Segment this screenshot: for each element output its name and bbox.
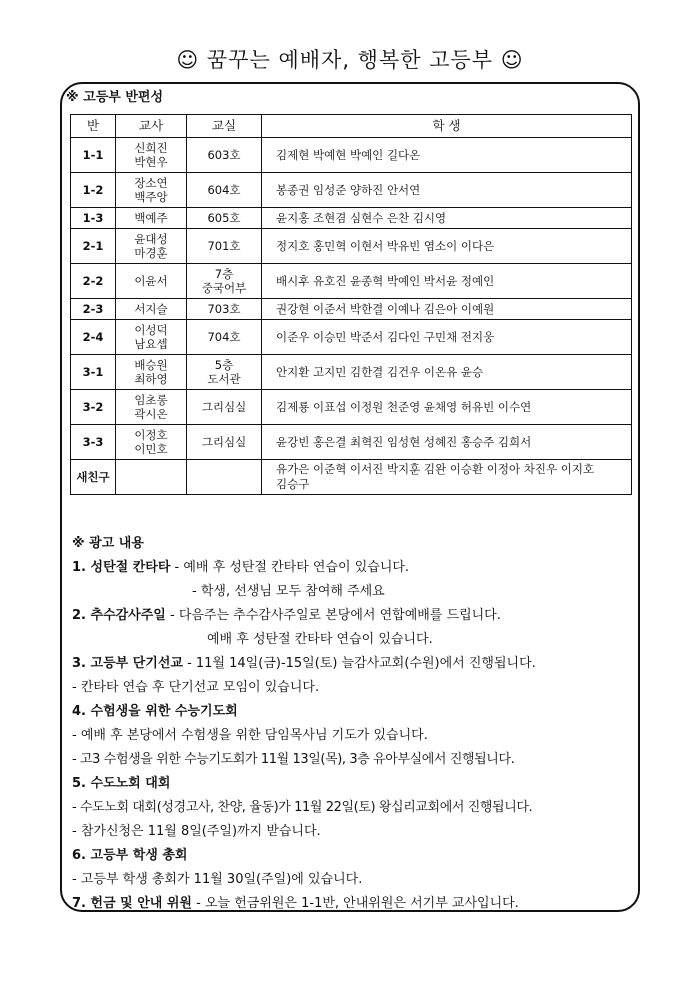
announcement-text: - 칸타타 연습 후 단기선교 모임이 있습니다.	[72, 680, 320, 695]
teacher-cell	[116, 299, 187, 320]
teacher-name: 남요셉	[134, 337, 168, 351]
room-name: 도서관	[207, 372, 241, 386]
teacher-name: 최하영	[134, 372, 168, 386]
announcement-text: - 참가신청은 11월 8일(주일)까지 받습니다.	[72, 824, 321, 839]
class-roster-table	[70, 114, 632, 495]
room-cell	[187, 460, 262, 495]
students-cell	[262, 229, 632, 264]
student-names: 김제룡 이표섭 이정원 천준영 윤채영 허유빈 이수연	[276, 400, 532, 414]
teacher-name: 이정호	[134, 428, 168, 442]
announcement-line	[72, 628, 637, 652]
teacher-cell	[116, 208, 187, 229]
student-names: 윤강빈 홍은결 최혁진 임성현 성혜진 홍승주 김희서	[276, 435, 532, 449]
announcement-line	[72, 868, 637, 892]
teacher-name: 배승원	[134, 358, 168, 372]
table-header-row	[71, 115, 632, 138]
announcement-text: - 11월 14일(금)-15일(토) 늘감사교회(수원)에서 진행됩니다.	[182, 656, 536, 671]
teacher-name: 장소연	[134, 176, 168, 190]
announcement-line	[72, 748, 637, 772]
teacher-name: 이성덕	[134, 323, 168, 337]
class-number: 1-2	[82, 183, 104, 197]
announcement-text: - 고3 수험생을 위한 수능기도회가 11월 13일(목), 3층 유아부실에서 진행됩니다.	[72, 752, 515, 767]
announcement-line	[72, 772, 637, 796]
table-row	[71, 264, 632, 299]
room-cell	[187, 390, 262, 425]
room-name: 604호	[207, 183, 241, 197]
header-ban: 반	[71, 115, 116, 138]
students-cell	[262, 425, 632, 460]
room-cell	[187, 299, 262, 320]
teacher-cell	[116, 229, 187, 264]
teacher-name: 백주앙	[134, 190, 168, 204]
room-cell	[187, 425, 262, 460]
announcement-heading: 7. 헌금 및 안내 위원	[72, 896, 192, 911]
header-teacher: 교사	[116, 115, 187, 138]
announcement-line	[72, 724, 637, 748]
table-row	[71, 460, 632, 495]
announcement-line	[72, 676, 637, 700]
student-names: 안지환 고지민 김한결 김건우 이온유 윤승	[276, 365, 484, 379]
room-cell	[187, 355, 262, 390]
teacher-name: 윤대성	[134, 232, 168, 246]
room-name: 704호	[207, 330, 241, 344]
announcement-text: - 예배 후 성탄절 칸타타 연습이 있습니다.	[170, 560, 410, 575]
announcement-list	[72, 556, 637, 916]
announcement-text: - 오늘 헌금위원은 1-1반, 안내위원은 서기부 교사입니다.	[192, 896, 519, 911]
class-number-cell	[71, 390, 116, 425]
teacher-name: 마경훈	[134, 246, 168, 260]
teacher-cell	[116, 425, 187, 460]
room-cell	[187, 173, 262, 208]
room-cell	[187, 264, 262, 299]
teacher-cell	[116, 173, 187, 208]
class-number-cell	[71, 425, 116, 460]
student-names: 권강현 이준서 박한결 이예나 김은아 이예원	[276, 302, 495, 316]
page-title: ☺ 꿈꾸는 예배자, 행복한 고등부 ☺	[176, 48, 524, 72]
announcement-line	[72, 796, 637, 820]
announcement-text: - 수도노회 대회(성경고사, 찬양, 율동)가 11월 22일(토) 왕십리교회에서 진행됩니다.	[72, 800, 533, 815]
teacher-name: 이윤서	[134, 274, 168, 288]
student-names: 정지호 홍민혁 이현서 박유빈 염소이 이다은	[276, 239, 495, 253]
class-number: 3-3	[82, 435, 104, 449]
table-row	[71, 390, 632, 425]
teacher-name: 박현우	[134, 155, 168, 169]
table-row	[71, 229, 632, 264]
room-name: 701호	[207, 239, 241, 253]
announcement-heading: 2. 추수감사주일	[72, 608, 166, 623]
announcements	[72, 532, 637, 916]
announcement-text: - 고등부 학생 총회가 11월 30일(주일)에 있습니다.	[72, 872, 363, 887]
students-cell	[262, 390, 632, 425]
students-cell	[262, 320, 632, 355]
student-names: 배시후 유호진 윤종혁 박예인 박서윤 정예인	[276, 274, 495, 288]
students-cell	[262, 173, 632, 208]
room-cell	[187, 229, 262, 264]
ads-section-label: ※ 광고 내용	[72, 536, 144, 551]
announcement-line	[72, 820, 637, 844]
class-number: 2-3	[82, 302, 104, 316]
announcement-line	[72, 892, 637, 916]
class-number: 2-1	[82, 239, 104, 253]
room-name: 5층	[214, 358, 234, 372]
student-names: 김제현 박예현 박예인 길다온	[276, 148, 421, 162]
teacher-name: 이민호	[134, 442, 168, 456]
announcement-text: - 예배 후 본당에서 수험생을 위한 담임목사님 기도가 있습니다.	[72, 728, 428, 743]
roster-body	[71, 138, 632, 495]
teacher-cell	[116, 390, 187, 425]
announcement-line	[72, 604, 637, 628]
teacher-name: 백예주	[134, 211, 168, 225]
teacher-name: 곽시온	[134, 407, 168, 421]
announcement-heading: 6. 고등부 학생 총회	[72, 848, 188, 863]
header-students: 학 생	[262, 115, 632, 138]
room-name: 중국어부	[201, 281, 247, 295]
announcement-line	[72, 700, 637, 724]
table-row	[71, 138, 632, 173]
students-cell	[262, 264, 632, 299]
announcement-text: 예배 후 성탄절 칸타타 연습이 있습니다.	[207, 632, 433, 647]
announcement-line	[72, 556, 637, 580]
table-row	[71, 355, 632, 390]
announcement-heading: 5. 수도노회 대회	[72, 776, 171, 791]
student-names: 봉종권 임성준 양하진 안서연	[276, 183, 421, 197]
room-name: 605호	[207, 211, 241, 225]
teacher-name: 서지슬	[134, 302, 168, 316]
teacher-name: 임초롱	[134, 393, 168, 407]
teacher-name: 신희진	[134, 141, 168, 155]
room-name: 7층	[214, 267, 234, 281]
students-cell	[262, 355, 632, 390]
class-number: 새친구	[76, 470, 110, 484]
roster-section-label: ※ 고등부 반편성	[66, 90, 164, 105]
table-row	[71, 208, 632, 229]
teacher-cell	[116, 264, 187, 299]
room-cell	[187, 320, 262, 355]
room-name: 603호	[207, 148, 241, 162]
class-number-cell	[71, 320, 116, 355]
class-number: 2-2	[82, 274, 104, 288]
table-row	[71, 173, 632, 208]
teacher-cell	[116, 320, 187, 355]
students-cell	[262, 460, 632, 495]
table-row	[71, 320, 632, 355]
announcement-text: - 학생, 선생님 모두 참여해 주세요	[192, 584, 385, 599]
class-number-cell	[71, 264, 116, 299]
teacher-cell	[116, 355, 187, 390]
students-cell	[262, 208, 632, 229]
student-names: 이준우 이승민 박준서 김다인 구민채 전지웅	[276, 330, 495, 344]
room-cell	[187, 138, 262, 173]
class-number-cell	[71, 138, 116, 173]
students-cell	[262, 299, 632, 320]
class-number: 3-1	[82, 365, 104, 379]
class-number-cell	[71, 229, 116, 264]
room-name: 그리심실	[201, 435, 247, 449]
header-room: 교실	[187, 115, 262, 138]
room-name: 703호	[207, 302, 241, 316]
class-number: 1-1	[82, 148, 104, 162]
table-row	[71, 425, 632, 460]
room-cell	[187, 208, 262, 229]
announcement-line	[72, 652, 637, 676]
class-number-cell	[71, 208, 116, 229]
class-number-cell	[71, 460, 116, 495]
student-names: 윤지홍 조현겸 심현수 은찬 김시영	[276, 211, 447, 225]
announcement-heading: 3. 고등부 단기선교	[72, 656, 183, 671]
class-number: 2-4	[82, 330, 104, 344]
students-cell	[262, 138, 632, 173]
announcement-heading: 1. 성탄절 칸타타	[72, 560, 171, 575]
teacher-cell	[116, 460, 187, 495]
class-number-cell	[71, 173, 116, 208]
class-number-cell	[71, 299, 116, 320]
announcement-line	[72, 844, 637, 868]
announcement-text: - 다음주는 추수감사주일로 본당에서 연합예배를 드립니다.	[165, 608, 501, 623]
teacher-cell	[116, 138, 187, 173]
room-name: 그리심실	[201, 400, 247, 414]
class-number: 3-2	[82, 400, 104, 414]
table-row	[71, 299, 632, 320]
class-number-cell	[71, 355, 116, 390]
student-names: 유가은 이준혁 이서진 박지훈 김완 이승환 이정아 차진우 이지호 김승구	[276, 462, 595, 491]
class-number: 1-3	[82, 211, 104, 225]
announcement-line	[72, 580, 637, 604]
announcement-heading: 4. 수험생을 위한 수능기도회	[72, 704, 238, 719]
